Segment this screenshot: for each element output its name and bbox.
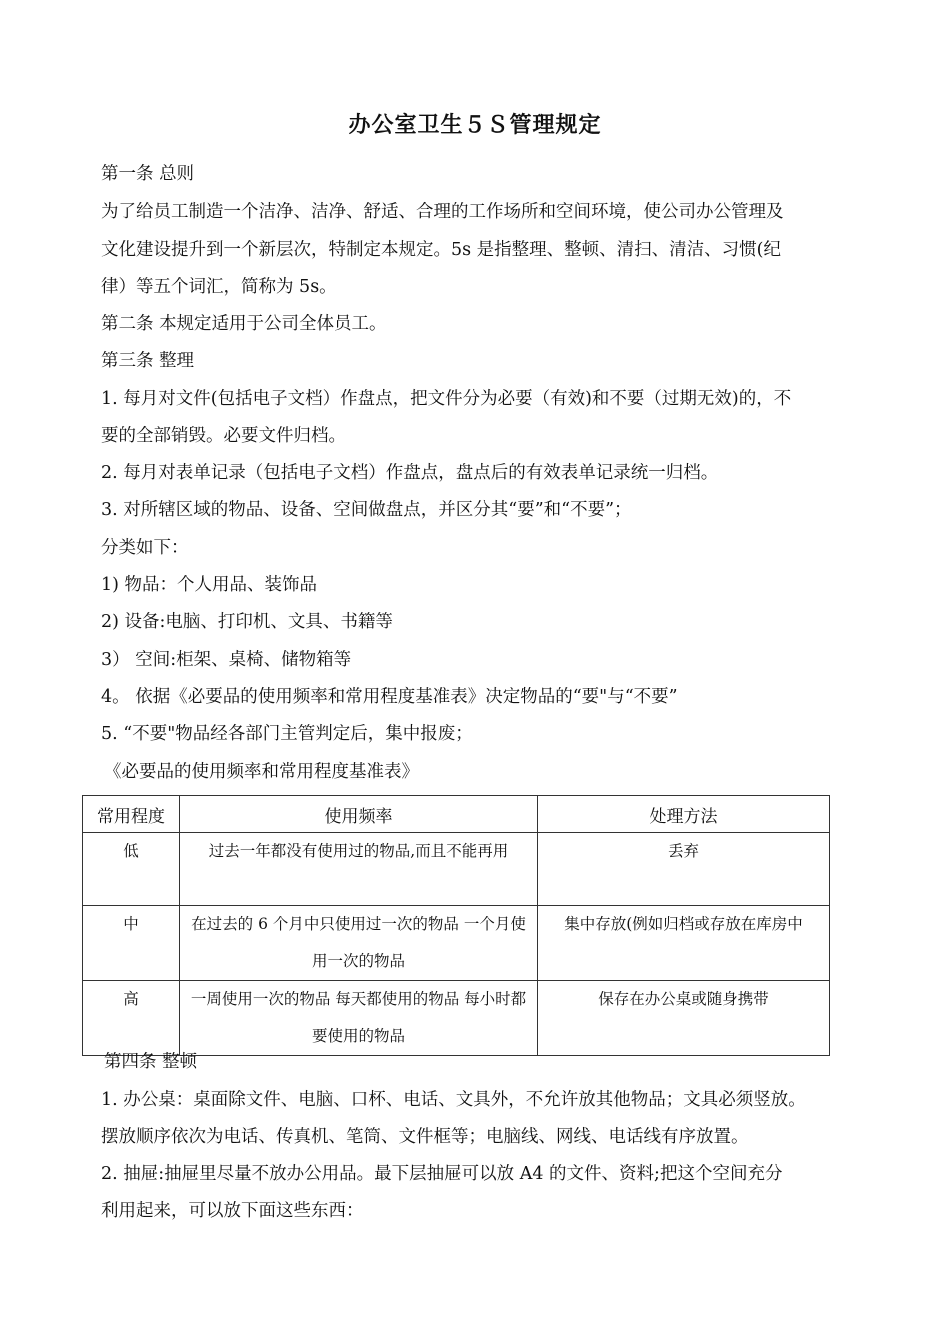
text-line: 要的全部销毁。必要文件归档。 <box>101 426 346 446</box>
table-cell: 低 <box>83 833 180 906</box>
text-line: 律）等五个词汇，简称为 5s。 <box>101 277 337 297</box>
text-line: 分类如下： <box>101 538 189 558</box>
table-row <box>83 906 830 981</box>
document-title: 办公室卫生５Ｓ管理规定 <box>348 112 602 138</box>
table-row <box>83 981 830 1056</box>
text-line: 第三条 整理 <box>101 351 195 371</box>
text-line: 第一条 总则 <box>101 164 195 184</box>
text-line: 1. 每月对文件(包括电子文档）作盘点，把文件分为必要（有效)和不要（过期无效)的，不 <box>101 389 792 409</box>
text-line: 4。 依据《必要品的使用频率和常用程度基准表》决定物品的“要"与“不要” <box>101 687 678 707</box>
text-line: 第四条 整顿 <box>104 1052 198 1072</box>
table-cell: 保存在办公桌或随身携带 <box>538 981 830 1056</box>
text-line: 2. 每月对表单记录（包括电子文档）作盘点，盘点后的有效表单记录统一归档。 <box>101 463 719 483</box>
table-header-cell: 处理方法 <box>538 796 830 833</box>
text-line: 1) 物品：个人用品、装饰品 <box>101 575 318 595</box>
text-line: 利用起来，可以放下面这些东西： <box>101 1201 364 1221</box>
text-line: 为了给员工制造一个洁净、洁净、舒适、合理的工作场所和空间环境，使公司办公管理及 <box>101 202 784 222</box>
table-cell: 一周使用一次的物品 每天都使用的物品 每小时都要使用的物品 <box>180 981 538 1056</box>
table-header-cell: 使用频率 <box>180 796 538 833</box>
text-line: 3. 对所辖区域的物品、设备、空间做盘点，并区分其“要”和“不要”； <box>101 500 632 520</box>
text-line: 文化建设提升到一个新层次，特制定本规定。5s 是指整理、整顿、清扫、清洁、习惯(纪 <box>101 240 782 260</box>
text-line: 1. 办公桌：桌面除文件、电脑、口杯、电话、文具外，不允许放其他物品；文具必须竖放。 <box>101 1090 806 1110</box>
table-caption: 《必要品的使用频率和常用程度基准表》 <box>104 762 419 782</box>
table-header-cell: 常用程度 <box>83 796 180 833</box>
table-cell: 中 <box>83 906 180 981</box>
text-line: 摆放顺序依次为电话、传真机、笔筒、文件框等；电脑线、网线、电话线有序放置。 <box>101 1127 749 1147</box>
text-line: 第二条 本规定适用于公司全体员工。 <box>101 314 387 334</box>
table-cell: 过去一年都没有使用过的物品,而且不能再用 <box>180 833 538 906</box>
usage-frequency-table <box>82 795 830 1056</box>
text-line: 2. 抽屉:抽屉里尽量不放办公用品。最下层抽屉可以放 A4 的文件、资料;把这个空间充分 <box>101 1164 783 1184</box>
table-header-row <box>83 796 830 833</box>
table-cell: 集中存放(例如归档或存放在库房中 <box>538 906 830 981</box>
table-cell: 高 <box>83 981 180 1056</box>
table-row <box>83 833 830 906</box>
table-cell: 丢弃 <box>538 833 830 906</box>
text-line: 5. “不要"物品经各部门主管判定后，集中报废； <box>101 724 473 744</box>
text-line: 2) 设备:电脑、打印机、文具、书籍等 <box>101 612 393 632</box>
table-cell: 在过去的 6 个月中只使用过一次的物品 一个月使用一次的物品 <box>180 906 538 981</box>
text-line: 3） 空间:柜架、桌椅、储物箱等 <box>101 650 352 670</box>
